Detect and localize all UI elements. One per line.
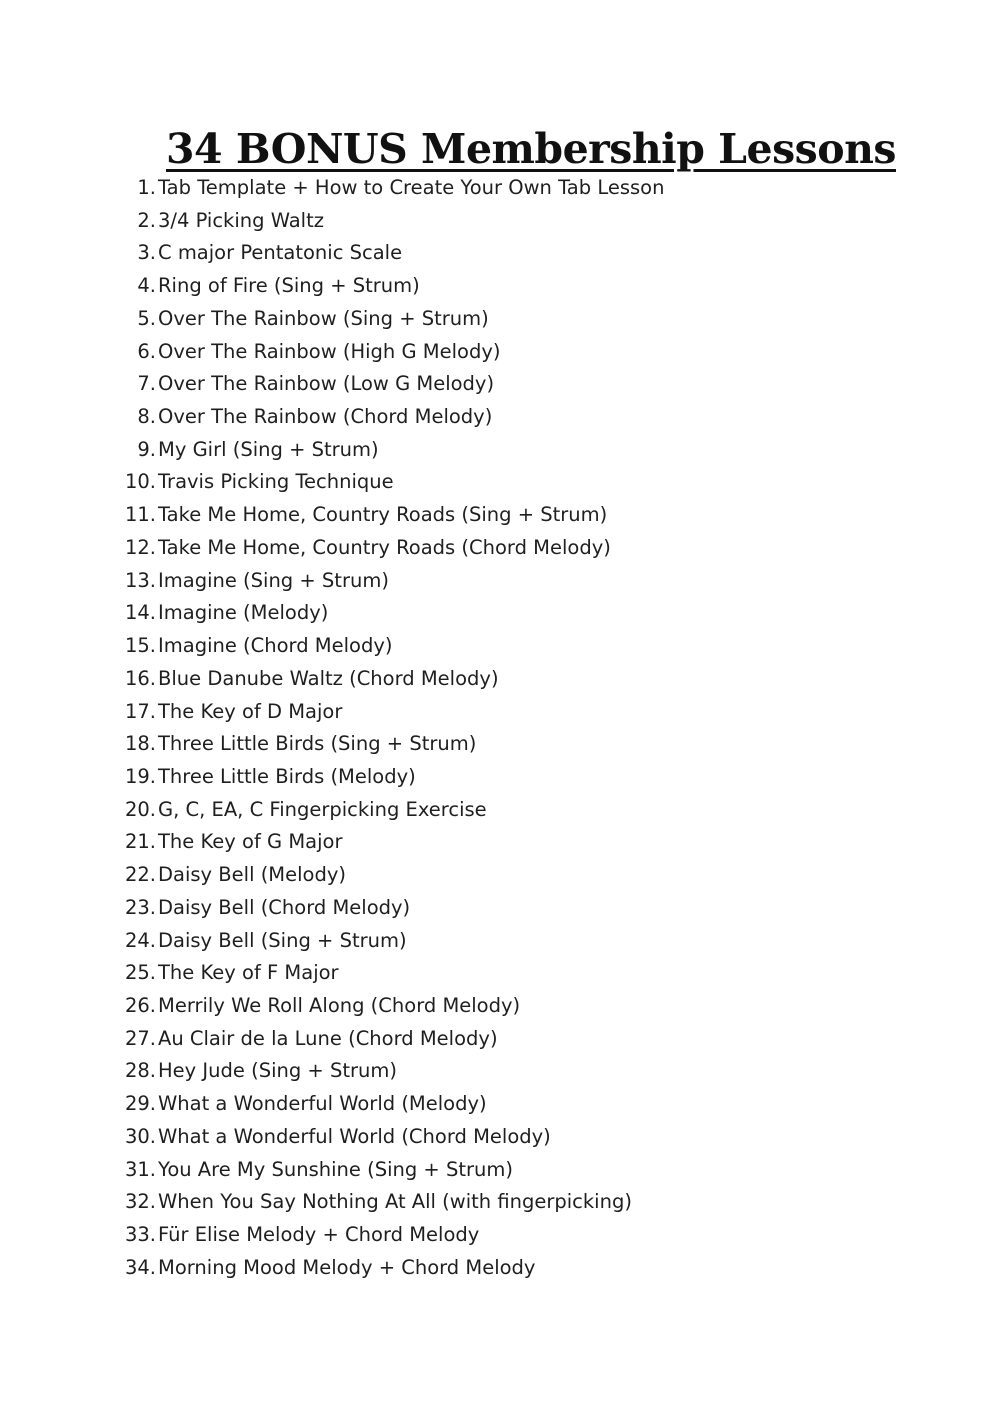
- lesson-number: 16.: [124, 666, 156, 690]
- lesson-title: Over The Rainbow (Sing + Strum): [158, 306, 489, 330]
- lesson-number: 9.: [137, 437, 156, 461]
- lesson-title: My Girl (Sing + Strum): [158, 437, 379, 461]
- lesson-number: 28.: [124, 1059, 156, 1083]
- lesson-title: Three Little Birds (Sing + Strum): [158, 732, 477, 756]
- list-item: [0, 957, 1000, 990]
- list-item: [0, 270, 1000, 303]
- list-item: [0, 794, 1000, 827]
- lesson-title: The Key of G Major: [158, 830, 343, 854]
- lesson-number: 13.: [124, 568, 156, 592]
- list-item: [0, 990, 1000, 1023]
- list-item: [0, 663, 1000, 696]
- lesson-title: Imagine (Sing + Strum): [158, 568, 389, 592]
- lesson-number: 27.: [124, 1026, 156, 1050]
- lesson-number: 22.: [124, 863, 156, 887]
- lesson-number: 5.: [137, 306, 156, 330]
- list-item: [0, 1023, 1000, 1056]
- list-item: [0, 859, 1000, 892]
- lesson-title: G, C, EA, C Fingerpicking Exercise: [158, 797, 487, 821]
- lesson-number: 23.: [124, 895, 156, 919]
- list-item: [0, 1121, 1000, 1154]
- list-item: [0, 565, 1000, 598]
- lesson-number: 8.: [137, 405, 156, 429]
- lesson-number: 32.: [124, 1190, 156, 1214]
- list-item: [0, 434, 1000, 467]
- list-item: [0, 172, 1000, 205]
- lesson-title: What a Wonderful World (Melody): [158, 1092, 487, 1116]
- lesson-title: Over The Rainbow (Chord Melody): [158, 405, 493, 429]
- lesson-number: 10.: [124, 470, 156, 494]
- lesson-title: Blue Danube Waltz (Chord Melody): [158, 666, 499, 690]
- lesson-title: The Key of D Major: [158, 699, 343, 723]
- lesson-title: The Key of F Major: [158, 961, 339, 985]
- list-item: [0, 401, 1000, 434]
- lesson-title: Morning Mood Melody + Chord Melody: [158, 1255, 536, 1279]
- list-item: [0, 499, 1000, 532]
- list-item: [0, 532, 1000, 565]
- lesson-title: Merrily We Roll Along (Chord Melody): [158, 993, 521, 1017]
- list-item: [0, 303, 1000, 336]
- lesson-number: 11.: [124, 503, 156, 527]
- list-item: [0, 368, 1000, 401]
- lesson-title: C major Pentatonic Scale: [158, 241, 403, 265]
- list-item: [0, 205, 1000, 238]
- list-item: [0, 237, 1000, 270]
- page-title: [0, 119, 1000, 179]
- lesson-number: 21.: [124, 830, 156, 854]
- lesson-number: 7.: [137, 372, 156, 396]
- list-item: [0, 597, 1000, 630]
- lesson-title: Travis Picking Technique: [158, 470, 394, 494]
- lesson-title: Three Little Birds (Melody): [158, 764, 416, 788]
- list-item: [0, 336, 1000, 369]
- lesson-number: 1.: [137, 176, 156, 199]
- page-title-text: 34 BONUS Membership Lessons: [165, 125, 896, 174]
- list-item: [0, 1219, 1000, 1252]
- lesson-number: 26.: [124, 993, 156, 1017]
- lesson-number: 25.: [124, 961, 156, 985]
- lesson-number: 6.: [137, 339, 156, 363]
- list-item: [0, 1055, 1000, 1088]
- list-item: [0, 892, 1000, 925]
- lesson-number: 18.: [124, 732, 156, 756]
- lesson-title: What a Wonderful World (Chord Melody): [158, 1124, 551, 1148]
- lesson-list: [0, 172, 1000, 1284]
- lesson-title: Hey Jude (Sing + Strum): [158, 1059, 397, 1083]
- lesson-number: 12.: [124, 535, 156, 559]
- lesson-title: Au Clair de la Lune (Chord Melody): [158, 1026, 498, 1050]
- list-item: [0, 1252, 1000, 1285]
- lesson-title: Tab Template + How to Create Your Own Tab Lesson: [158, 176, 665, 199]
- lesson-title: Ring of Fire (Sing + Strum): [158, 274, 420, 298]
- lesson-number: 29.: [124, 1092, 156, 1116]
- list-item: [0, 728, 1000, 761]
- lesson-title: Over The Rainbow (High G Melody): [158, 339, 501, 363]
- lesson-number: 31.: [124, 1157, 156, 1181]
- list-item: [0, 630, 1000, 663]
- lesson-number: 14.: [124, 601, 156, 625]
- list-item: [0, 696, 1000, 729]
- lesson-title: Take Me Home, Country Roads (Sing + Strum): [158, 503, 608, 527]
- lesson-title: Daisy Bell (Sing + Strum): [158, 928, 407, 952]
- lesson-title: Take Me Home, Country Roads (Chord Melody): [158, 535, 611, 559]
- lesson-number: 19.: [124, 764, 156, 788]
- lesson-title: Over The Rainbow (Low G Melody): [158, 372, 495, 396]
- lesson-number: 2.: [137, 208, 156, 232]
- lesson-number: 3.: [137, 241, 156, 265]
- lesson-title: Imagine (Chord Melody): [158, 634, 393, 658]
- lesson-number: 4.: [137, 274, 156, 298]
- lesson-title: Daisy Bell (Chord Melody): [158, 895, 411, 919]
- lesson-title: Daisy Bell (Melody): [158, 863, 346, 887]
- list-item: [0, 1088, 1000, 1121]
- lesson-number: 33.: [124, 1223, 156, 1246]
- lesson-title: When You Say Nothing At All (with fingerpicking): [158, 1190, 632, 1214]
- lesson-title: Für Elise Melody + Chord Melody: [158, 1223, 480, 1246]
- list-item: [0, 1154, 1000, 1187]
- lesson-title: 3/4 Picking Waltz: [158, 208, 324, 232]
- lesson-title: Imagine (Melody): [158, 601, 329, 625]
- lesson-number: 17.: [124, 699, 156, 723]
- lesson-number: 15.: [124, 634, 156, 658]
- list-item: [0, 1186, 1000, 1219]
- lesson-number: 24.: [124, 928, 156, 952]
- lesson-title: You Are My Sunshine (Sing + Strum): [158, 1157, 513, 1181]
- lesson-number: 20.: [124, 797, 156, 821]
- list-item: [0, 466, 1000, 499]
- lesson-number: 30.: [124, 1124, 156, 1148]
- list-item: [0, 925, 1000, 958]
- list-item: [0, 761, 1000, 794]
- lesson-number: 34.: [124, 1255, 156, 1279]
- list-item: [0, 826, 1000, 859]
